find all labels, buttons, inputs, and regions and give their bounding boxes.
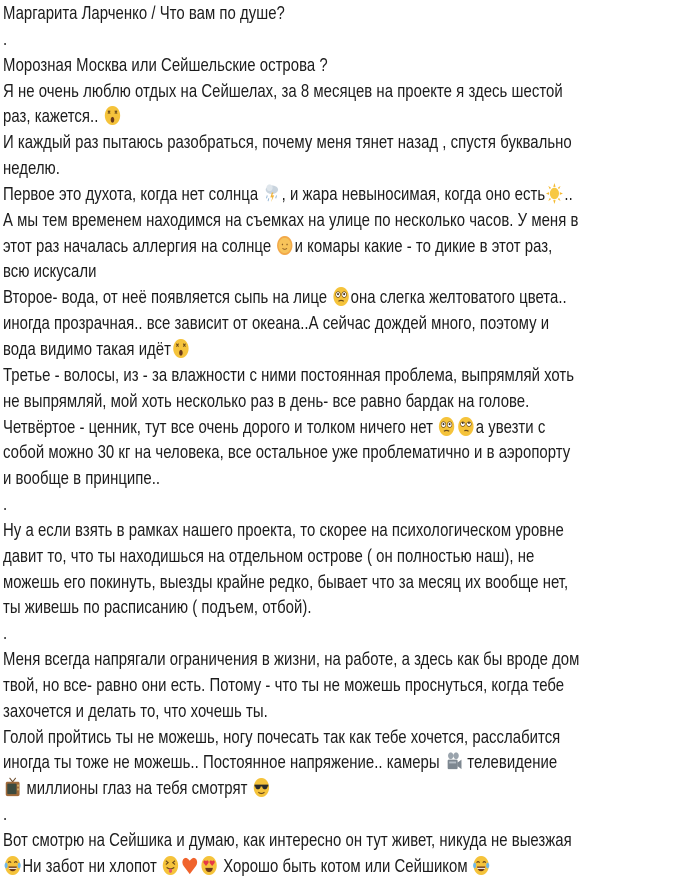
text-segment: миллионы глаз на тебя смотрят — [22, 777, 252, 799]
post-line — [3, 569, 695, 595]
text-segment: Меня всегда напрягали ограничения в жизни, на работе, а здесь как бы вроде дом — [3, 648, 580, 670]
sunglasses-face-icon — [252, 777, 270, 798]
television-icon — [4, 777, 22, 798]
text-segment: а увезти с — [475, 415, 546, 437]
text-segment: Второе- вода, от неё появляется сыпь на лице — [3, 286, 332, 308]
sun-icon — [546, 183, 564, 204]
post-line — [3, 26, 695, 52]
cloud-lightning-rain-icon — [263, 183, 281, 204]
text-segment: Вот смотрю на Сейшика и думаю, как интересно он тут живет, никуда не выезжая — [3, 829, 572, 850]
post-line — [3, 52, 695, 78]
post-line — [3, 258, 695, 284]
astonished-face-icon — [103, 105, 121, 126]
text-segment: собой можно 30 кг на человека, все остальное уже проблематично и в аэропорту — [3, 441, 571, 463]
text-segment: Третье - волосы, из - за влажности с ними постоянная проблема, выпрямляй хоть — [3, 363, 575, 385]
post-line — [3, 749, 695, 775]
rolling-eyes-face-icon — [457, 416, 475, 437]
flushed-face-icon — [332, 286, 350, 307]
post-line — [3, 155, 695, 181]
sun-with-face-icon — [276, 235, 294, 256]
post-line — [3, 103, 695, 129]
text-segment: и вообще в принципе.. — [3, 467, 161, 489]
post-line — [3, 207, 695, 233]
text-segment: . — [3, 493, 8, 515]
post-line — [3, 362, 695, 388]
astonished-face-icon — [172, 338, 190, 359]
post-line — [3, 594, 695, 620]
post-line — [3, 129, 695, 155]
text-segment: Ну а если взять в рамках нашего проекта, то скорее на психологическом уровне — [3, 518, 564, 540]
post-line — [3, 465, 695, 491]
text-segment: твой, но все- равно они есть. Потому - что ты не можешь проснуться, когда тебе — [3, 673, 565, 695]
tears-of-joy-face-icon — [4, 855, 22, 876]
text-segment: . — [3, 27, 8, 49]
movie-camera-icon — [445, 751, 463, 772]
flushed-face-icon — [438, 416, 456, 437]
orange-heart-icon — [181, 855, 199, 876]
text-segment: . — [3, 622, 8, 644]
text-segment: и комары какие - то дикие в этот раз, — [294, 234, 553, 256]
text-segment: Хорошо быть котом или Сейшиком — [219, 854, 472, 876]
text-segment: .. — [564, 182, 573, 204]
text-segment: И каждый раз пытаюсь разобраться, почему меня тянет назад , спустя буквально — [3, 131, 572, 153]
post-line — [3, 827, 695, 853]
post-line — [3, 724, 695, 750]
post-line — [3, 233, 695, 259]
post-line — [3, 284, 695, 310]
post-line — [3, 775, 695, 801]
text-segment: иногда ты тоже не можешь.. Постоянное напряжение.. камеры — [3, 751, 444, 773]
text-segment: Морозная Москва или Сейшельские острова ? — [3, 53, 328, 75]
post-body — [3, 0, 695, 879]
text-segment: Голой пройтись ты не можешь, ногу почесать так как тебе хочется, расслабится — [3, 725, 561, 747]
text-segment: ты живешь по расписанию ( подъем, отбой). — [3, 596, 312, 618]
text-segment: Четвёртое - ценник, тут все очень дорого и толком ничего нет — [3, 415, 438, 437]
text-segment: она слегка желтоватого цвета.. — [350, 286, 567, 308]
text-segment: А мы тем временем находимся на съемках на улице по несколько часов. У меня в — [3, 208, 579, 230]
text-segment: можешь его покинуть, выезды крайне редко, бывает что за месяц их вообще нет, — [3, 570, 569, 592]
post-line — [3, 543, 695, 569]
text-segment: Первое это духота, когда нет солнца — [3, 182, 263, 204]
text-segment: телевидение — [463, 751, 558, 773]
text-segment: Ни забот ни хлопот — [22, 854, 162, 876]
text-segment: всю искусали — [3, 260, 97, 282]
text-segment: . — [3, 803, 8, 825]
squinting-tongue-face-icon — [162, 855, 180, 876]
post-line — [3, 517, 695, 543]
post-line — [3, 801, 695, 827]
text-segment: иногда прозрачная.. все зависит от океана..А сейчас дождей много, поэтому и — [3, 312, 550, 334]
heart-eyes-face-icon — [201, 855, 219, 876]
post-line — [3, 439, 695, 465]
post-line — [3, 336, 695, 362]
post-line — [3, 491, 695, 517]
post-line — [3, 388, 695, 414]
post-line — [3, 181, 695, 207]
text-segment: , и жара невыносимая, когда оно есть — [281, 182, 546, 204]
post-line — [3, 698, 695, 724]
text-segment: Маргарита Ларченко / Что вам по душе? — [3, 2, 285, 23]
text-segment: Я не очень люблю отдых на Сейшелах, за 8 месяцев на проекте я здесь шестой — [3, 79, 563, 101]
text-segment: не выпрямляй, мой хоть несколько раз в день- все равно бардак на голове. — [3, 389, 530, 411]
post-line — [3, 310, 695, 336]
post-line — [3, 646, 695, 672]
text-segment: неделю. — [3, 157, 60, 179]
tears-of-joy-face-icon — [473, 855, 491, 876]
text-segment: захочется и делать то, что хочешь ты. — [3, 699, 268, 721]
post-line — [3, 414, 695, 440]
text-segment: раз, кажется.. — [3, 105, 103, 127]
text-segment: вода видимо такая идёт — [3, 337, 171, 359]
text-segment: давит то, что ты находишься на отдельном острове ( он полностью наш), не — [3, 544, 535, 566]
post-line — [3, 672, 695, 698]
text-segment: этот раз началась аллергия на солнце — [3, 234, 276, 256]
post-title — [3, 0, 695, 26]
post-line — [3, 620, 695, 646]
post-line — [3, 78, 695, 104]
